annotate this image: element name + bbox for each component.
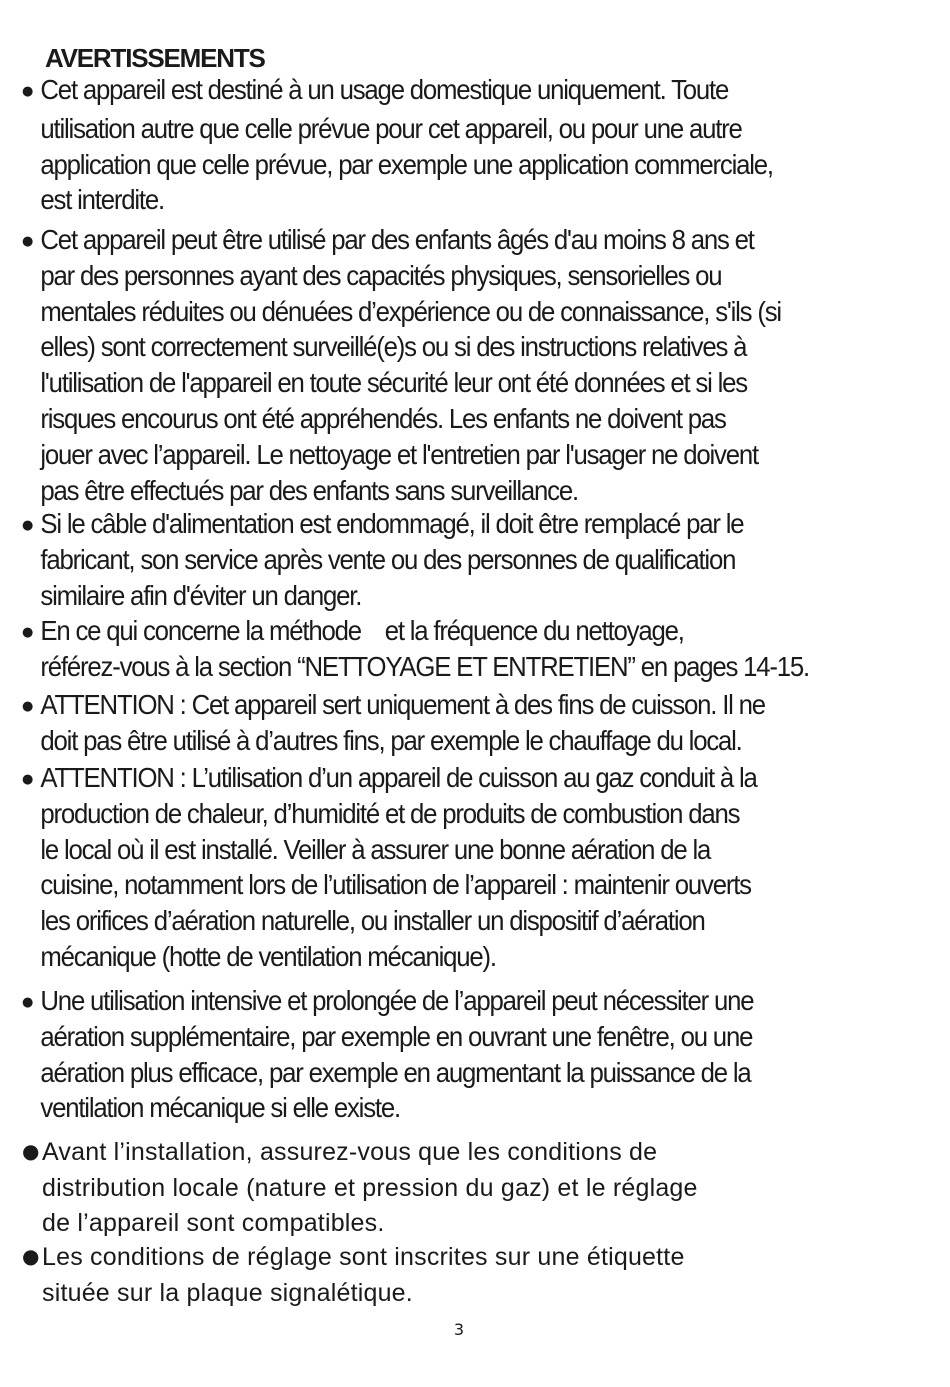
bullet-icon: ● — [22, 234, 34, 249]
text-line: par des personnes ayant des capacités physiques, sensorielles ou — [40, 259, 722, 291]
text-line: le local où il est installé. Veiller à assurer une bonne aération de la — [40, 833, 711, 865]
text-line: Si le câble d'alimentation est endommagé, il doit être remplacé par le — [40, 508, 744, 539]
bullet-icon: ● — [22, 1139, 40, 1163]
text-line: risques encourus ont été appréhendés. Les enfants ne doivent pas — [40, 402, 726, 434]
bullet-icon: ● — [22, 995, 34, 1010]
text-line: fabricant, son service après vente ou des personnes de qualification — [40, 543, 736, 575]
text-line: de l’appareil sont compatibles. — [42, 1209, 385, 1237]
warning-item-domestic-use — [22, 72, 927, 218]
text-line: doit pas être utilisé à d’autres fins, par exemple le chauffage du local. — [40, 724, 742, 756]
bullet-icon: ● — [22, 772, 34, 787]
text-line: pas être effectués par des enfants sans surveillance. — [40, 474, 578, 506]
text-line: En ce qui concerne la méthode et la fréquence du nettoyage, — [40, 615, 684, 646]
text-line: est interdite. — [40, 184, 164, 216]
text-line: Les conditions de réglage sont inscrites sur une étiquette — [42, 1243, 685, 1271]
warning-item-power-cable — [22, 506, 927, 613]
text-line: Avant l’installation, assurez-vous que les conditions de — [42, 1138, 658, 1166]
text-line: jouer avec l’appareil. Le nettoyage et l'entretien par l'usager ne doivent — [40, 438, 758, 470]
text-line: production de chaleur, d’humidité et de produits de combustion dans — [40, 797, 740, 829]
text-line: aération supplémentaire, par exemple en ouvrant une fenêtre, ou une — [40, 1020, 753, 1052]
text-line: Cet appareil est destiné à un usage domestique uniquement. Toute — [40, 74, 729, 105]
text-line: ATTENTION : Cet appareil sert uniquement à des fins de cuisson. Il ne — [40, 689, 765, 720]
text-line: les orifices d’aération naturelle, ou installer un dispositif d’aération — [40, 905, 705, 937]
text-line: distribution locale (nature et pression du gaz) et le réglage — [42, 1173, 698, 1202]
text-line: application que celle prévue, par exemple une application commerciale, — [40, 148, 773, 180]
text-line: Cet appareil peut être utilisé par des enfants âgés d'au moins 8 ans et — [40, 224, 754, 255]
text-line: référez-vous à la section “NETTOYAGE ET ENTRETIEN” en pages 14-15. — [40, 650, 810, 682]
text-line: l'utilisation de l'appareil en toute sécurité leur ont été données et si les — [40, 367, 747, 399]
text-line: cuisine, notamment lors de l’utilisation de l’appareil : maintenir ouverts — [40, 869, 751, 901]
warning-item-intensive-use — [22, 983, 927, 1126]
text-line: similaire afin d'éviter un danger. — [40, 579, 362, 611]
text-line: mentales réduites ou dénuées d’expérience ou de connaissance, s'ils (si — [40, 295, 781, 327]
text-line: mécanique (hotte de ventilation mécanique). — [40, 940, 496, 972]
text-line: ATTENTION : L’utilisation d’un appareil de cuisson au gaz conduit à la — [40, 762, 757, 793]
text-line: Une utilisation intensive et prolongée de l’appareil peut nécessiter une — [40, 985, 754, 1016]
page-number: 3 — [453, 1320, 465, 1339]
text-line: elles) sont correctement surveillé(e)s ou si des instructions relatives à — [40, 331, 747, 363]
warning-item-installation — [22, 1135, 927, 1242]
bullet-icon: ● — [22, 84, 34, 99]
text-line: utilisation autre que celle prévue pour cet appareil, ou pour une autre — [40, 112, 742, 144]
text-line: située sur la plaque signalétique. — [42, 1278, 413, 1307]
bullet-icon: ● — [22, 1244, 40, 1268]
text-line: aération plus efficace, par exemple en augmentant la puissance de la — [40, 1056, 751, 1088]
bullet-icon: ● — [22, 699, 34, 714]
warning-item-cooking-only — [22, 687, 927, 759]
bullet-icon: ● — [22, 518, 34, 533]
warning-item-children — [22, 222, 927, 508]
warning-item-ventilation — [22, 760, 927, 975]
warning-item-settings-label — [22, 1240, 927, 1311]
section-heading: AVERTISSEMENTS — [45, 43, 265, 73]
warning-item-cleaning — [22, 613, 927, 685]
bullet-icon: ● — [22, 625, 34, 640]
text-line: ventilation mécanique si elle existe. — [40, 1092, 400, 1124]
